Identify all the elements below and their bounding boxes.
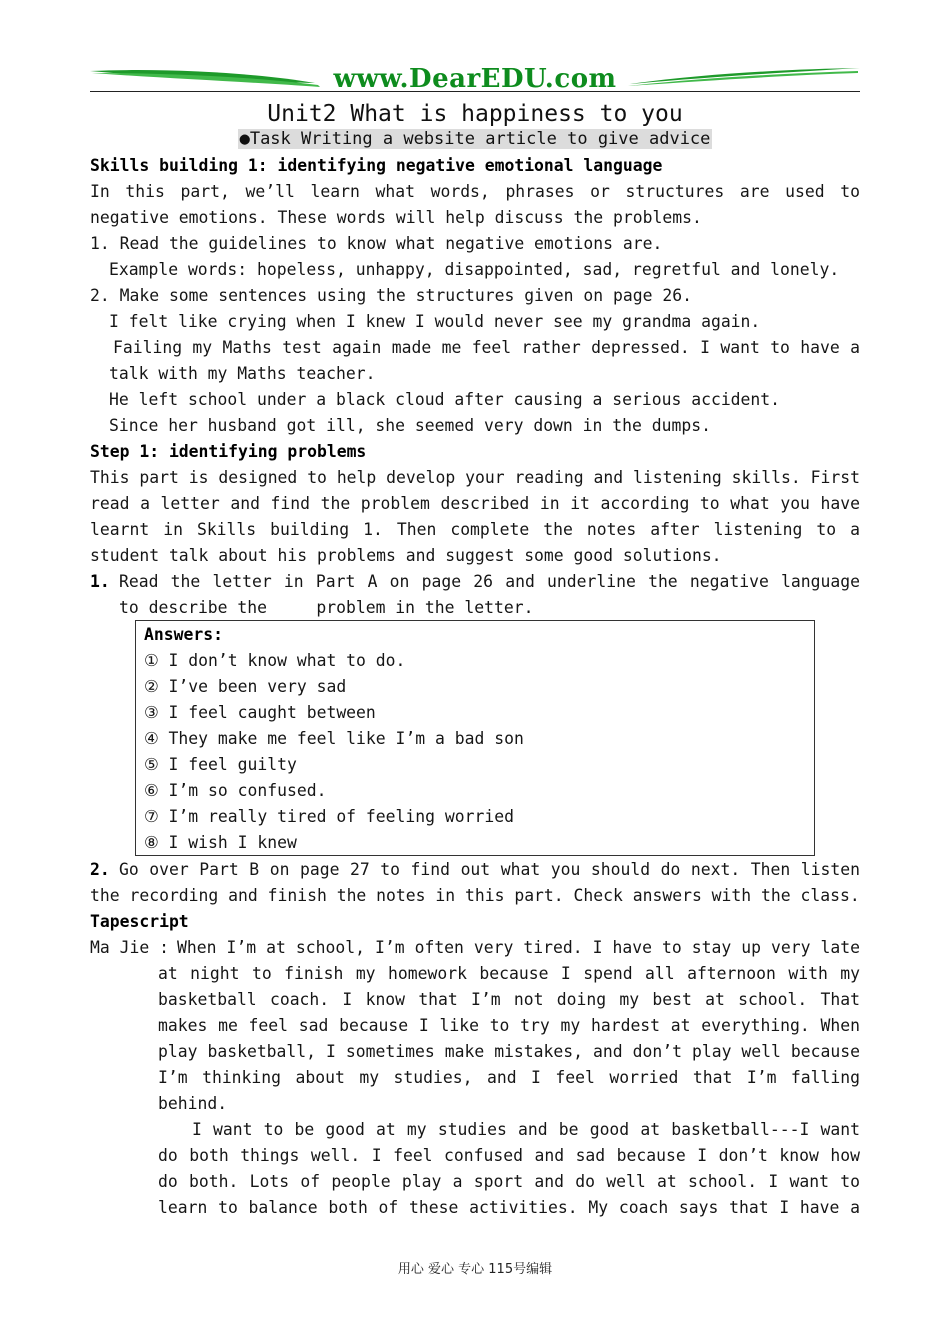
example-sentence: I felt like crying when I knew I would never see my grandma again.	[109, 312, 761, 331]
step1-intro-line: student talk about his problems and suggest some good solutions.	[90, 546, 722, 565]
answer-item: ④ They make me feel like I’m a bad son	[144, 729, 524, 748]
bullet-icon: ●	[239, 129, 250, 149]
answer-item: ③ I feel caught between	[144, 703, 376, 722]
tapescript-line: do both things well. I feel confused and sad because I don’t know how	[158, 1146, 860, 1165]
skills-item-2: 2. Make some sentences using the structures given on page 26.	[90, 286, 692, 305]
task-subtitle-text: Task Writing a website article to give advice	[249, 129, 711, 149]
answer-item: ⑦ I’m really tired of feeling worried	[144, 807, 514, 826]
tapescript-line: I’m thinking about my studies, and I feel worried that I’m falling	[158, 1068, 860, 1087]
question-1-number: 1.	[90, 572, 110, 591]
example-sentence: Failing my Maths test again made me feel rather depressed. I want to have a	[113, 338, 860, 357]
task-subtitle	[0, 127, 950, 151]
header-banner	[90, 62, 860, 98]
step1-intro-line: This part is designed to help develop your reading and listening skills. First	[90, 468, 860, 487]
tapescript-line: do both. Lots of people play a sport and do well at school. I want to	[158, 1172, 860, 1191]
step1-intro-line: learnt in Skills building 1. Then complete the notes after listening to a	[90, 520, 860, 539]
question-2-text: the recording and finish the notes in this part. Check answers with the class.	[90, 886, 860, 905]
header-divider	[90, 91, 860, 92]
skills-item-1: 1. Read the guidelines to know what negative emotions are.	[90, 234, 663, 253]
tapescript-line: behind.	[158, 1094, 228, 1113]
skills-item-1-example: Example words: hopeless, unhappy, disappointed, sad, regretful and lonely.	[109, 260, 840, 279]
site-logo: www.DearEDU.com	[333, 64, 617, 94]
tapescript-line: makes me feel sad because I like to try my hardest at everything. When	[158, 1016, 860, 1035]
answer-item: ① I don’t know what to do.	[144, 651, 406, 670]
answer-item: ② I’ve been very sad	[144, 677, 347, 696]
answer-item: ⑥ I’m so confused.	[144, 781, 327, 800]
tapescript-line: I want to be good at my studies and be good at basketball---I want	[192, 1120, 860, 1139]
skills-intro-line: In this part, we’ll learn what words, phrases or structures are used to	[90, 182, 860, 201]
question-1-text: to describe the problem in the letter.	[119, 598, 534, 617]
example-sentence: Since her husband got ill, she seemed very down in the dumps.	[109, 416, 711, 435]
answers-label: Answers:	[144, 625, 223, 644]
answer-item: ⑧ I wish I knew	[144, 833, 297, 852]
tapescript-line: at night to finish my homework because I spend all afternoon with my	[158, 964, 860, 983]
step1-heading: Step 1: identifying problems	[90, 442, 367, 461]
tapescript-heading: Tapescript	[90, 912, 189, 931]
tapescript-line: play basketball, I sometimes make mistakes, and don’t play well because	[158, 1042, 860, 1061]
step1-intro-line: read a letter and find the problem described in it according to what you have	[90, 494, 860, 513]
question-2-number: 2.	[90, 860, 110, 879]
tapescript-line: When I’m at school, I’m often very tired. I have to stay up very late	[177, 938, 860, 957]
question-2-text: Go over Part B on page 27 to find out what you should do next. Then listen	[119, 860, 860, 879]
question-1-text: Read the letter in Part A on page 26 and underline the negative language	[119, 572, 860, 591]
tapescript-line: basketball coach. I know that I’m not doing my best at school. That	[158, 990, 860, 1009]
skills-heading: Skills building 1: identifying negative emotional language	[90, 156, 663, 175]
page-footer: 用心 爱心 专心 115号编辑	[397, 1262, 553, 1277]
speaker-label: Ma Jie :	[90, 938, 169, 957]
answer-item: ⑤ I feel guilty	[144, 755, 297, 774]
example-sentence: He left school under a black cloud after causing a serious accident.	[109, 390, 781, 409]
page-title: Unit2 What is happiness to you	[267, 101, 683, 127]
skills-intro-line: negative emotions. These words will help discuss the problems.	[90, 208, 702, 227]
tapescript-line: learn to balance both of these activities. My coach says that I have a	[158, 1198, 860, 1217]
example-sentence: talk with my Maths teacher.	[109, 364, 376, 383]
